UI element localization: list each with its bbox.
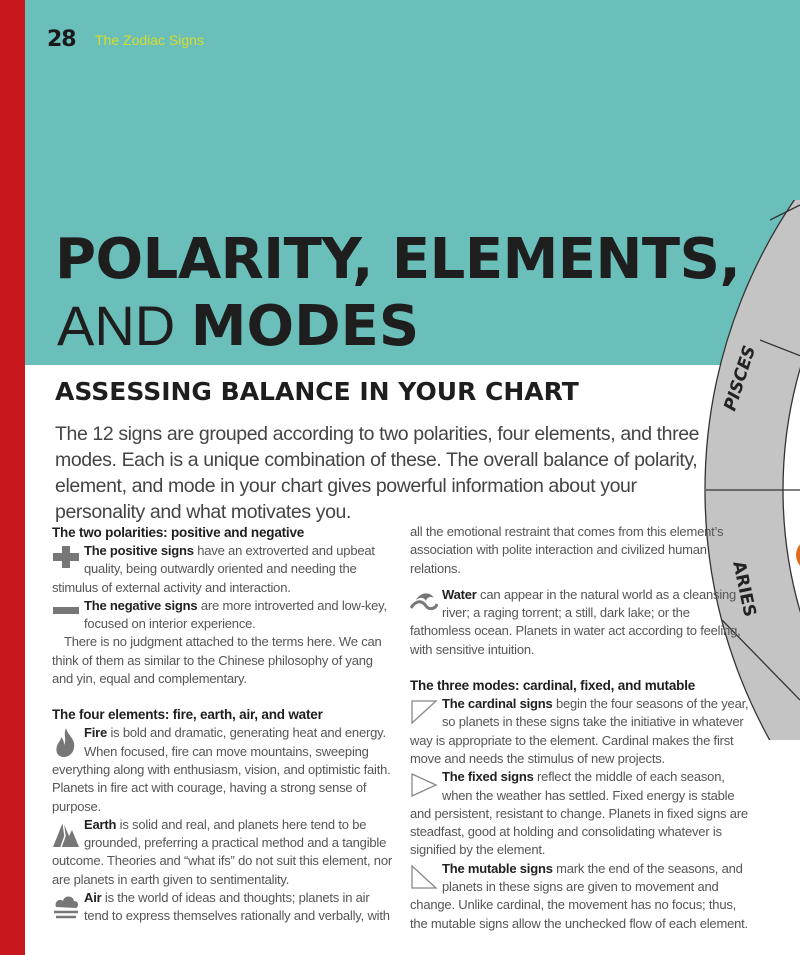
fire-term: Fire <box>84 725 108 741</box>
negative-text: are more introverted and low-key, focused on interior experience. <box>84 597 387 632</box>
polarities-heading: The two polarities: positive and negative <box>52 525 305 540</box>
water-paragraph <box>410 586 750 659</box>
flame-icon <box>52 726 80 754</box>
fixed-term: The fixed signs <box>442 769 534 785</box>
mutable-text: mark the end of the seasons, and planets in these signs are given to movement and change. Unlike cardinal, the movement has no focus; thus, the mutable signs allow the unchecked flow of each element. <box>410 860 748 931</box>
cardinal-text: begin the four seasons of the year, so planets in these signs take the initiative in whatever way is appropriate to the element. Cardinal makes the first move and needs the stimulus of new projects. <box>410 696 749 766</box>
red-spine-bar <box>0 0 25 955</box>
air-paragraph <box>52 889 392 926</box>
earth-paragraph <box>52 816 392 889</box>
air-text: is the world of ideas and thoughts; planets in air tend to express themselves rationally and verbally, with <box>84 890 390 924</box>
air-continued: all the emotional restraint that comes from this element’s association with polite interaction and civilized human relations. <box>410 524 724 576</box>
running-title: The Zodiac Signs <box>95 32 204 48</box>
mutable-paragraph <box>410 860 750 933</box>
section-subtitle: ASSESSING BALANCE IN YOUR CHART <box>55 377 579 406</box>
water-text: can appear in the natural world as a cleansing river; a raging torrent; a still, dark lake; or the fathomless ocean. Planets in water act according to feeling, with sensitive intuition. <box>410 586 741 657</box>
positive-term: The positive signs <box>84 543 194 558</box>
positive-text: have an extroverted and upbeat quality, being outwardly oriented and needing the stimulus of external activity and interaction. <box>52 543 375 595</box>
cloud-icon <box>52 891 80 919</box>
fixed-triangle-icon <box>410 770 438 798</box>
wheel-sign-aries: ARIES <box>728 559 760 619</box>
fire-paragraph <box>52 724 392 815</box>
minus-icon <box>52 599 80 617</box>
right-column <box>410 523 750 933</box>
mountain-icon <box>52 818 80 846</box>
page-title-line1: POLARITY, ELEMENTS, <box>55 227 741 292</box>
air-term: Air <box>84 890 102 906</box>
earth-term: Earth <box>84 816 117 832</box>
cardinal-term: The cardinal signs <box>442 696 553 712</box>
positive-paragraph <box>52 542 392 597</box>
fire-text: is bold and dramatic, generating heat and energy. When focused, fire can move mountains, sweeping everything along with enthusiasm, vision, and optimistic faith. Planets in fire act with courage, having a strong sense of purpose. <box>52 725 391 814</box>
wave-icon <box>410 588 438 616</box>
wheel-sign-pisces: PISCES <box>720 343 761 414</box>
cardinal-triangle-icon <box>410 697 438 725</box>
intro-paragraph: The 12 signs are grouped according to two polarities, four elements, and three modes. Each is a unique combination of these. The overall balance of polarity, element, and mode in your chart gives powerful information about your personality and what motivates you. <box>55 423 700 523</box>
page-number: 28 <box>47 27 76 52</box>
cardinal-paragraph <box>410 695 750 768</box>
fixed-paragraph <box>410 768 750 859</box>
negative-paragraph <box>52 597 392 634</box>
earth-text: is solid and real, and planets here tend to be grounded, preferring a practical method and a tangible outcome. Theories and “what ifs” do not suit this element, nor are planets in earth given to sentimentality. <box>52 816 392 887</box>
polarities-note: There is no judgment attached to the terms here. We can think of them as similar to the Chinese philosophy of yang and yin, equal and complementary. <box>52 634 382 687</box>
water-term: Water <box>442 586 477 602</box>
page-title-line2 <box>57 294 420 359</box>
negative-term: The negative signs <box>84 597 198 613</box>
title-light-part: AND <box>57 294 191 357</box>
fixed-text: reflect the middle of each season, when the weather has settled. Fixed energy is stable and persistent, resistant to change. Planets in fixed signs are steadfast, good at holding and consolidating whatever is signified by the element. <box>410 769 748 858</box>
plus-icon <box>52 544 80 572</box>
mutable-triangle-icon <box>410 862 438 890</box>
elements-heading: The four elements: fire, earth, air, and water <box>52 707 323 723</box>
title-bold-part: MODES <box>190 294 420 359</box>
left-column <box>52 523 392 926</box>
mutable-term: The mutable signs <box>442 860 553 876</box>
modes-heading: The three modes: cardinal, fixed, and mutable <box>410 678 696 694</box>
